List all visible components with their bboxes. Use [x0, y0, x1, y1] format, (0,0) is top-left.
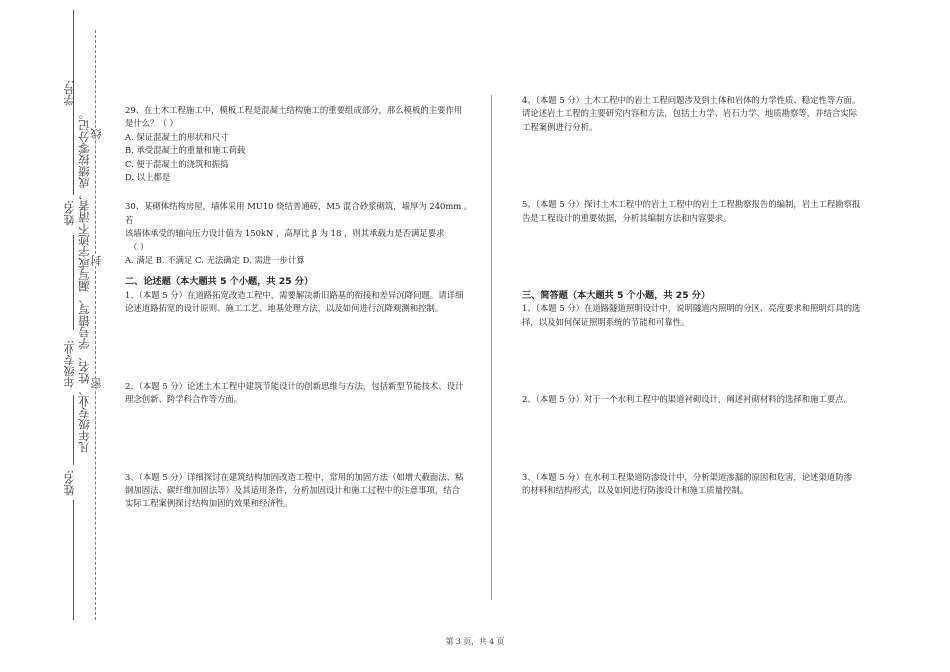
section-3-title: 三、简答题（本大题共 5 个小题，共 25 分） [522, 290, 711, 302]
right-column [522, 94, 877, 497]
short-answer-2 [522, 393, 877, 406]
q29-option-b: B. 承受混凝土的重量和施工荷载 [125, 145, 246, 156]
section-2-title: 二、论述题（本大题共 5 个小题，共 25 分） [125, 276, 314, 288]
seal-char-bottom: 密 [90, 378, 103, 389]
essay-3 [125, 471, 480, 511]
name-label: 姓名: [63, 200, 76, 226]
column-divider [491, 95, 492, 600]
q29-stem-line2: 是什么？（ ） [125, 118, 178, 129]
essay2-line2: 理念创新、跨学科合作等方面。 [125, 394, 243, 405]
essay2-line1: 2、（本题 5 分）论述土木工程中建筑节能设计的创新思维与方法，包括新型节能技术、设计 [125, 380, 464, 391]
essay1-line1: 1、（本题 5 分）在道路拓宽改造工程中，需要解决新旧路基的衔接和差异沉降问题。请详细 [125, 289, 464, 300]
q30-stem-line1: 30、某砌体结构房屋，墙体采用 MU10 烧结普通砖，M5 混合砂浆砌筑，墙厚为 240mm 。若 [125, 201, 473, 225]
essay5-line1: 5、（本题 5 分）探讨土木工程中的岩土工程中的岩土工程勘察报告的编制，岩土工程勘察报 [522, 199, 861, 210]
essay4-line3: 工程案例进行分析。 [522, 121, 598, 132]
essay-4 [522, 94, 877, 134]
essay5-line2: 告是工程设计的重要依据，分析其编制方法和内容要求。 [522, 212, 732, 223]
short1-line1: 1、（本题 5 分）在道路隧道照明设计中，说明隧道内照明的分区、亮度要求和照明灯具的选 [522, 303, 861, 314]
school-name-label: 姓名: [63, 470, 76, 496]
essay1-line2: 论述道路拓宽的设计原则、施工工艺、地基处理方法，以及如何进行沉降观测和控制。 [125, 303, 444, 314]
q29-option-d: D. 以上都是 [125, 172, 171, 183]
q30-stem-line2: 该墙体承受的轴向压力设计值为 150kN ，高厚比 β 为 18 ，则其承载力是否满足要求 [125, 228, 445, 239]
q29-stem-line1: 29、在土木工程施工中，模板工程是混凝土结构施工的重要组成部分，那么模板的主要作用 [125, 105, 463, 115]
short-answer-1 [522, 302, 877, 329]
essay3-line3: 实际工程案例探讨结构加固的效果和经济性。 [125, 498, 293, 509]
student-id-label: 学号: [63, 80, 76, 106]
essay4-line1: 4、（本题 5 分）土木工程中的岩土工程问题涉及到土体和岩体的力学性质、稳定性等方面。 [522, 95, 861, 105]
seal-char-top: 线 [90, 128, 103, 139]
essay3-line2: 钢加固法、碳纤维加固法等）及其适用条件，分析加固设计和施工过程中的注意事项，结合 [125, 484, 460, 495]
school-underline [73, 500, 74, 620]
short3-line2: 的材料和结构形式，以及如何进行防渗设计和施工质量控制。 [522, 485, 749, 496]
grade-underline [73, 395, 74, 465]
page-footer: 第 3 页，共 4 页 [445, 637, 505, 646]
q29-option-a: A. 保证混凝土的形状和尺寸 [125, 131, 229, 142]
grade-major-label: 年级专业: [63, 340, 76, 388]
left-column [125, 104, 480, 511]
short-answer-3 [522, 471, 877, 498]
q29-option-c: C. 便于混凝土的浇筑和振捣 [125, 158, 229, 169]
q30-stem-line3: （ ） [129, 241, 149, 252]
name-underline [73, 235, 74, 330]
essay3-line1: 3、（本题 5 分）详细探讨在建筑结构加固改造工程中，常用的加固方法（如增大截面法、粘 [125, 471, 464, 482]
question-30 [125, 200, 480, 267]
short2-line1: 2、（本题 5 分）对于一个水利工程中的渠道衬砌设计，阐述衬砌材料的选择和施工要点。 [522, 394, 853, 405]
seal-line-dashed [95, 30, 96, 620]
essay4-line2: 请论述岩土工程的主要研究内容和方法，包括土力学、岩石力学、地质勘察等，并结合实际 [522, 108, 857, 119]
essay-1 [125, 289, 480, 316]
short1-line2: 择，以及如何保证照明系统的节能和可靠性。 [522, 316, 690, 327]
essay-2 [125, 380, 480, 407]
essay-5 [522, 198, 877, 225]
q30-options: A. 满足 B. 不满足 C. 无法确定 D. 需进一步计算 [125, 255, 305, 266]
seal-char-mid: 封 [90, 255, 103, 266]
binding-notice: 凡年级专业、姓名、学号错写、漏写或字迹不清者，成绩按零分记。 [77, 108, 91, 453]
question-29 [125, 104, 480, 184]
short3-line1: 3、（本题 5 分）在水利工程渠道防渗设计中，分析渠道渗漏的原因和危害，论述渠道防渗 [522, 471, 853, 482]
